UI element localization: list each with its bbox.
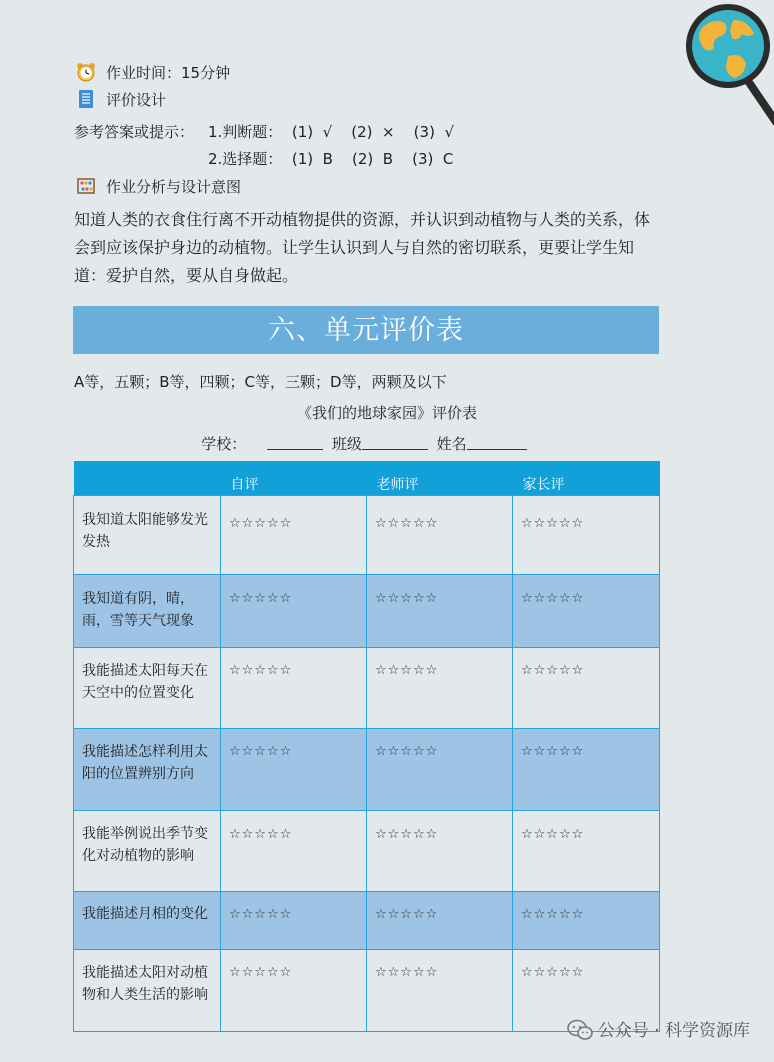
star-rating-self[interactable]: ☆☆☆☆☆ <box>221 495 367 574</box>
star-rating-teacher[interactable]: ☆☆☆☆☆ <box>367 728 513 810</box>
star-rating-teacher[interactable]: ☆☆☆☆☆ <box>367 891 513 949</box>
wechat-icon <box>566 1019 594 1041</box>
table-row <box>74 647 660 728</box>
answers-label: 参考答案或提示： <box>74 123 195 141</box>
star-rating-teacher[interactable]: ☆☆☆☆☆ <box>367 574 513 647</box>
header-self: 自评 <box>221 461 367 495</box>
star-rating-parent[interactable]: ☆☆☆☆☆ <box>513 495 660 574</box>
alarm-clock-icon <box>76 62 96 82</box>
star-rating-teacher[interactable]: ☆☆☆☆☆ <box>367 810 513 891</box>
school-class-name-line <box>0 432 728 456</box>
star-rating-self[interactable]: ☆☆☆☆☆ <box>221 728 367 810</box>
grade-criteria: A等，五颗；B等，四颗；C等，三颗；D等，两颗及以下 <box>74 373 447 391</box>
row-item: 我能描述月相的变化 <box>74 891 221 949</box>
table-title: 《我们的地球家园》评价表 <box>296 404 477 422</box>
school-label: 学校： <box>201 435 247 453</box>
analysis-heading-line <box>76 176 241 198</box>
table-row <box>74 891 660 949</box>
row-item: 我知道太阳能够发光发热 <box>74 495 221 574</box>
class-label: 班级 <box>331 435 362 453</box>
star-rating-self[interactable]: ☆☆☆☆☆ <box>221 810 367 891</box>
star-rating-teacher[interactable]: ☆☆☆☆☆ <box>367 949 513 1031</box>
wechat-footer <box>566 1018 750 1044</box>
star-rating-parent[interactable]: ☆☆☆☆☆ <box>513 810 660 891</box>
homework-time-text: 作业时间：15分钟 <box>106 64 231 82</box>
row-item: 我能描述太阳对动植物和人类生活的影响 <box>74 949 221 1031</box>
table-row <box>74 810 660 891</box>
globe-magnifier-illustration <box>684 0 774 130</box>
star-rating-parent[interactable]: ☆☆☆☆☆ <box>513 728 660 810</box>
evaluation-table <box>73 461 660 1032</box>
star-rating-teacher[interactable]: ☆☆☆☆☆ <box>367 647 513 728</box>
answers-judgement: 1.判断题： (1) √ (2) × (3) √ <box>208 123 455 141</box>
header-item <box>74 461 221 495</box>
star-rating-parent[interactable]: ☆☆☆☆☆ <box>513 891 660 949</box>
name-blank[interactable] <box>467 433 527 450</box>
answers-choice: 2.选择题： (1) B (2) B (3) C <box>208 150 454 168</box>
table-row <box>74 728 660 810</box>
star-rating-teacher[interactable]: ☆☆☆☆☆ <box>367 495 513 574</box>
class-blank[interactable] <box>362 433 428 450</box>
homework-time-line <box>76 62 230 84</box>
row-item: 我能举例说出季节变化对动植物的影响 <box>74 810 221 891</box>
table-header-row <box>74 461 660 495</box>
star-rating-self[interactable]: ☆☆☆☆☆ <box>221 574 367 647</box>
section-title-banner: 六、单元评价表 <box>73 306 659 354</box>
school-blank[interactable] <box>267 433 323 450</box>
star-rating-parent[interactable]: ☆☆☆☆☆ <box>513 647 660 728</box>
analysis-heading-text: 作业分析与设计意图 <box>106 178 242 196</box>
row-item: 我知道有阴，晴，雨，雪等天气现象 <box>74 574 221 647</box>
notebook-icon <box>76 89 96 109</box>
table-row <box>74 574 660 647</box>
table-row <box>74 495 660 574</box>
star-rating-self[interactable]: ☆☆☆☆☆ <box>221 949 367 1031</box>
header-parent: 家长评 <box>513 461 660 495</box>
eval-design-line <box>76 89 166 111</box>
abacus-icon <box>76 176 96 196</box>
star-rating-self[interactable]: ☆☆☆☆☆ <box>221 647 367 728</box>
name-label: 姓名 <box>436 435 467 453</box>
footer-text: 公众号 · 科学资源库 <box>597 1021 750 1041</box>
star-rating-parent[interactable]: ☆☆☆☆☆ <box>513 574 660 647</box>
row-item: 我能描述太阳每天在天空中的位置变化 <box>74 647 221 728</box>
header-teacher: 老师评 <box>367 461 513 495</box>
analysis-paragraph: 知道人类的衣食住行离不开动植物提供的资源，并认识到动植物与人类的关系，体会到应该保护身边的动植物。让学生认识到人与自然的密切联系，更要让学生知道：爱护自然，要从自身做起。 <box>74 210 651 285</box>
star-rating-self[interactable]: ☆☆☆☆☆ <box>221 891 367 949</box>
eval-design-text: 评价设计 <box>106 91 167 109</box>
row-item: 我能描述怎样利用太阳的位置辨别方向 <box>74 728 221 810</box>
star-rating-parent[interactable]: ☆☆☆☆☆ <box>513 949 660 1031</box>
